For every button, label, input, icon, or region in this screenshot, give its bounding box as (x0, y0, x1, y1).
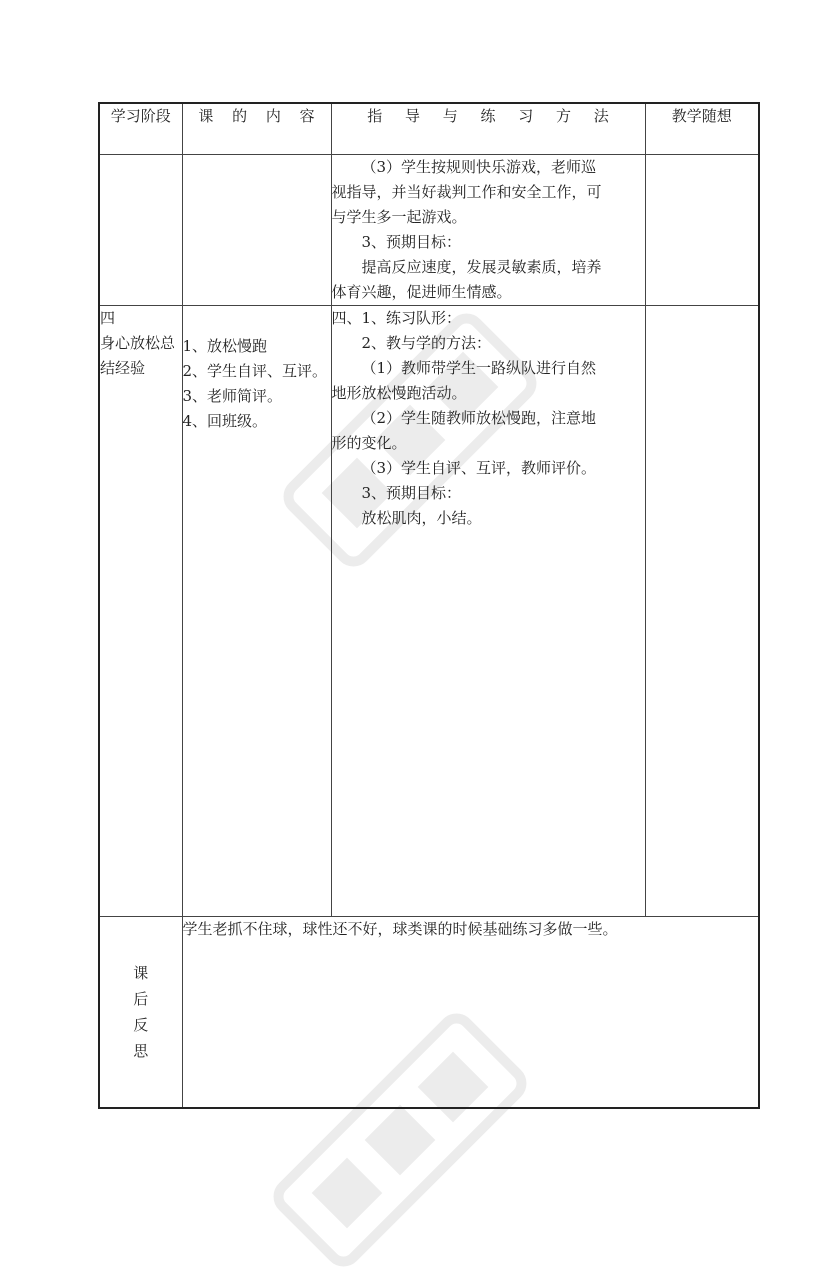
content-item: 3、老师简评。 (182, 387, 283, 405)
method-line: 体育兴趣，促进师生情感。 (331, 283, 512, 301)
method-line: 3、预期目标： (361, 233, 462, 251)
header-method: 指 导 与 练 习 方 法 (331, 103, 645, 155)
reflection-text: 学生老抓不住球，球性还不好，球类课的时候基础练习多做一些。 (182, 917, 759, 1109)
method-line: 2、教与学的方法： (361, 334, 492, 352)
stage-number: 四 (100, 309, 116, 327)
reflection-label-char: 课 (133, 964, 149, 982)
method-line: 形的变化。 (331, 434, 407, 452)
method-line: 提高反应速度，发展灵敏素质，培养 (361, 258, 602, 276)
stage-cell (99, 155, 182, 306)
header-content: 课 的 内 容 (182, 103, 331, 155)
method-line: 与学生多一起游戏。 (331, 208, 467, 226)
method-line: 四、1、练习队形： (331, 309, 462, 327)
lesson-plan-table (98, 102, 760, 1109)
reflection-label-char: 后 (133, 990, 149, 1008)
content-item: 1、放松慢跑 (182, 337, 268, 355)
method-line: （3）学生自评、互评，教师评价。 (361, 459, 597, 477)
content-cell (182, 306, 331, 917)
table-row (99, 155, 759, 306)
content-item: 2、学生自评、互评。 (182, 362, 328, 380)
method-cell (331, 155, 645, 306)
reflection-label (99, 917, 182, 1109)
method-line: 视指导，并当好裁判工作和安全工作，可 (331, 183, 602, 201)
method-line: （1）教师带学生一路纵队进行自然 (361, 359, 597, 377)
stage-name: 身心放松总结经验 (100, 334, 176, 377)
header-stage: 学习阶段 (99, 103, 182, 155)
method-cell (331, 306, 645, 917)
content-item: 4、回班级。 (182, 412, 268, 430)
method-line: 3、预期目标： (361, 484, 462, 502)
header-row (99, 103, 759, 155)
reflection-label-char: 思 (133, 1042, 149, 1060)
notes-cell (645, 155, 759, 306)
header-notes: 教学随想 (645, 103, 759, 155)
reflection-label-char: 反 (133, 1016, 149, 1034)
method-line: （3）学生按规则快乐游戏，老师巡 (361, 158, 597, 176)
method-line: 放松肌肉，小结。 (361, 509, 482, 527)
content-cell (182, 155, 331, 306)
method-line: 地形放松慢跑活动。 (331, 384, 467, 402)
method-line: （2）学生随教师放松慢跑，注意地 (361, 409, 597, 427)
reflection-row (99, 917, 759, 1109)
stage-cell (99, 306, 182, 917)
notes-cell (645, 306, 759, 917)
table-row (99, 306, 759, 917)
